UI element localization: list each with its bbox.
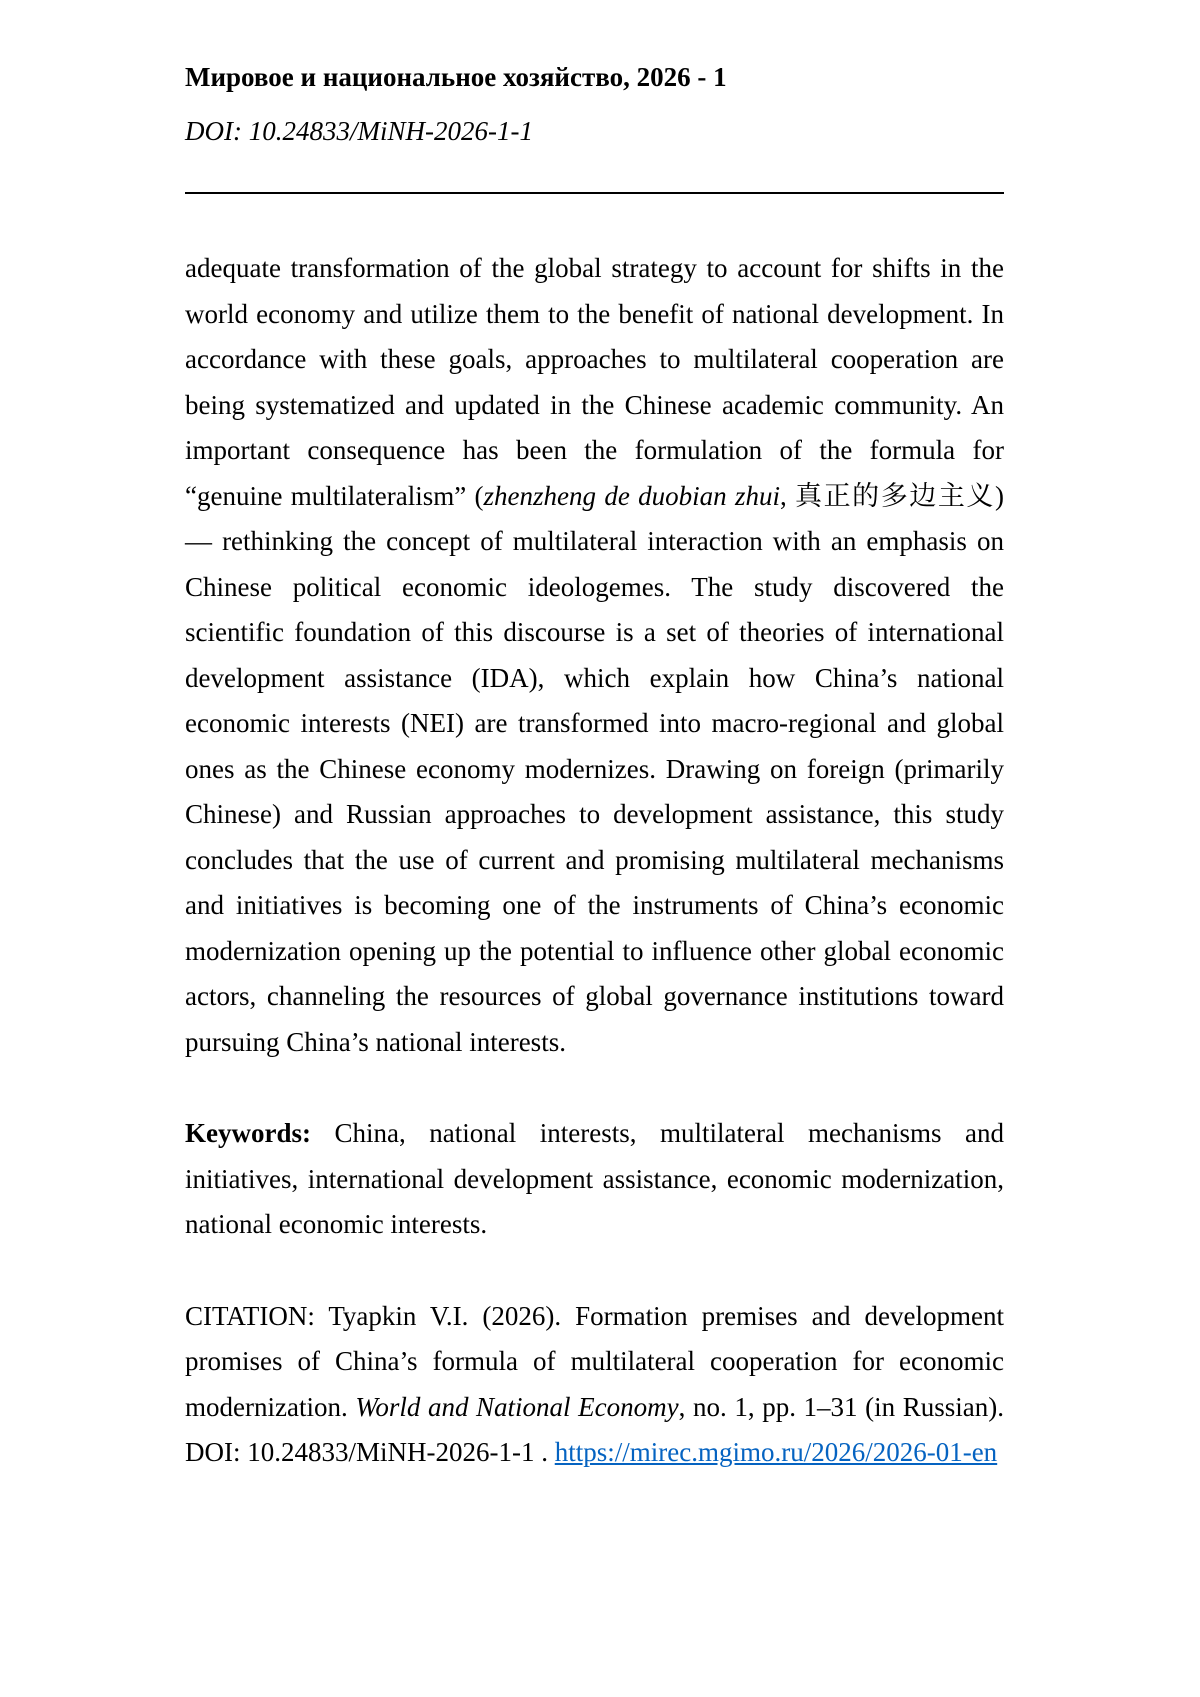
doi-line: DOI: 10.24833/MiNH-2026-1-1 bbox=[185, 116, 533, 146]
text-segment: , 真正的多边主义) — rethinking the concept of multilateral interaction with an emphasis on Chinese political economic ideologemes. The study discovered the scientific foundation of this discourse is a set of theories of international development assistance (IDA), which explain how China’s national economic interests (NEI) are transformed into macro-regional and global ones as the Chinese economy modernizes. Drawing on foreign (primarily Chinese) and Russian approaches to development assistance, this study concludes that the use of current and promising multilateral mechanisms and initiatives is becoming one of the instruments of China’s economic modernization opening up the potential to influence other global economic actors, channeling the resources of global governance institutions toward pursuing China’s national interests. bbox=[185, 480, 1004, 1057]
citation-paragraph bbox=[185, 1294, 1004, 1476]
abstract-paragraph bbox=[185, 246, 1004, 1065]
citation-link[interactable]: https://mirec.mgimo.ru/2026/2026-01-en bbox=[554, 1437, 998, 1467]
keywords-label: Keywords: bbox=[185, 1118, 311, 1148]
keywords-paragraph bbox=[185, 1111, 1004, 1248]
text-segment: World and National Economy bbox=[355, 1391, 679, 1422]
page-header bbox=[185, 58, 1004, 150]
divider-rule bbox=[185, 192, 1004, 194]
text-segment: , no. 1, pp. 1–31 (in Russian). DOI: 10.24833/MiNH-2026-1-1 . bbox=[185, 1391, 1004, 1467]
text-segment: zhenzheng de duobian zhui bbox=[483, 480, 780, 511]
journal-title: Мировое и национальное хозяйство, 2026 - 1 bbox=[185, 62, 727, 92]
text-segment: adequate transformation of the global strategy to account for shifts in the world economy and utilize them to the benefit of national development. In accordance with these goals, approaches to multilateral cooperation are being systematized and updated in the Chinese academic community. An important consequence has been the formulation of the formula for “genuine multilateralism” ( bbox=[185, 253, 1004, 511]
keywords-text: China, national interests, multilateral mechanisms and initiatives, international development assistance, economic modernization, national economic interests. bbox=[185, 1118, 1004, 1239]
text-segment: CITATION: Tyapkin V.I. (2026). Formation premises and development promises of China’s formula of multilateral cooperation for economic modernization. bbox=[185, 1300, 1004, 1422]
